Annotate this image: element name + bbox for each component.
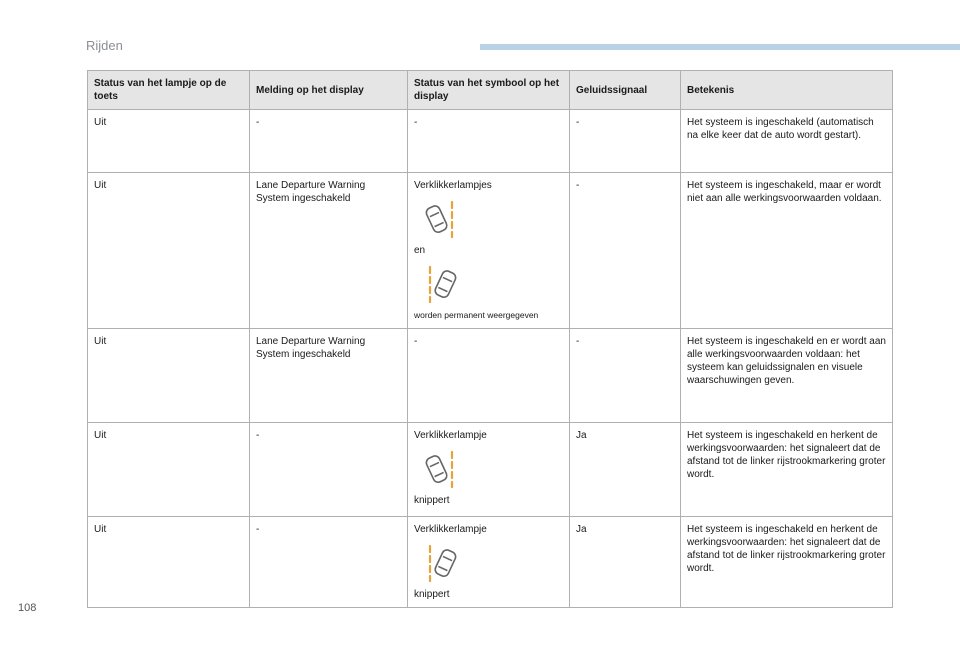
table-header-row <box>88 71 893 110</box>
meaning-cell: Het systeem is ingeschakeld en er wordt aan alle werkingsvoorwaarden voldaan: het systeem kan geluidssignalen en visuele waarschuwingen geven. <box>681 329 893 423</box>
symbol-cell <box>408 423 570 517</box>
message-cell: Lane Departure Warning System ingeschakeld <box>250 329 408 423</box>
table-row <box>88 110 893 173</box>
symbol-connector: en <box>414 245 426 256</box>
table-row <box>88 329 893 423</box>
table-row <box>88 173 893 329</box>
symbol-note: worden permanent weergegeven <box>414 310 539 320</box>
sound-cell: - <box>570 173 681 329</box>
column-header-meaning: Betekenis <box>681 71 893 110</box>
lane-departure-right-icon <box>424 450 458 488</box>
status-cell: Uit <box>88 517 250 608</box>
sound-cell: - <box>570 329 681 423</box>
section-title: Rijden <box>86 38 123 53</box>
symbol-label: Verklikkerlampjes <box>414 180 492 191</box>
column-header-symbol: Status van het symbool op het display <box>408 71 570 110</box>
table-row <box>88 517 893 608</box>
status-cell: Uit <box>88 423 250 517</box>
status-cell: Uit <box>88 329 250 423</box>
symbol-label: Verklikkerlampje <box>414 430 487 441</box>
table-row <box>88 423 893 517</box>
sound-cell: - <box>570 110 681 173</box>
meaning-cell: Het systeem is ingeschakeld en herkent de werkingsvoorwaarden: het signaleert dat de afstand tot de linker rijstrookmarkering groter wordt. <box>681 423 893 517</box>
meaning-cell: Het systeem is ingeschakeld (automatisch na elke keer dat de auto wordt gestart). <box>681 110 893 173</box>
column-header-sound: Geluidssignaal <box>570 71 681 110</box>
status-table <box>87 70 893 608</box>
status-cell: Uit <box>88 110 250 173</box>
lane-departure-left-icon <box>424 544 458 582</box>
message-cell: - <box>250 110 408 173</box>
symbol-cell <box>408 517 570 608</box>
sound-cell: Ja <box>570 517 681 608</box>
message-cell: Lane Departure Warning System ingeschakeld <box>250 173 408 329</box>
message-cell: - <box>250 423 408 517</box>
header-accent-bar <box>480 44 960 50</box>
symbol-note: knippert <box>414 495 450 506</box>
status-cell: Uit <box>88 173 250 329</box>
lane-departure-right-icon <box>424 200 458 238</box>
page-number: 108 <box>18 602 37 614</box>
meaning-cell: Het systeem is ingeschakeld en herkent de werkingsvoorwaarden: het signaleert dat de afstand tot de linker rijstrookmarkering groter wordt. <box>681 517 893 608</box>
column-header-status: Status van het lampje op de toets <box>88 71 250 110</box>
sound-cell: Ja <box>570 423 681 517</box>
symbol-cell: - <box>408 329 570 423</box>
symbol-note: knippert <box>414 589 450 600</box>
message-cell: - <box>250 517 408 608</box>
meaning-cell: Het systeem is ingeschakeld, maar er wordt niet aan alle werkingsvoorwaarden voldaan. <box>681 173 893 329</box>
lane-departure-left-icon <box>424 265 458 303</box>
symbol-label: Verklikkerlampje <box>414 524 487 535</box>
symbol-cell: - <box>408 110 570 173</box>
symbol-cell <box>408 173 570 329</box>
column-header-message: Melding op het display <box>250 71 408 110</box>
